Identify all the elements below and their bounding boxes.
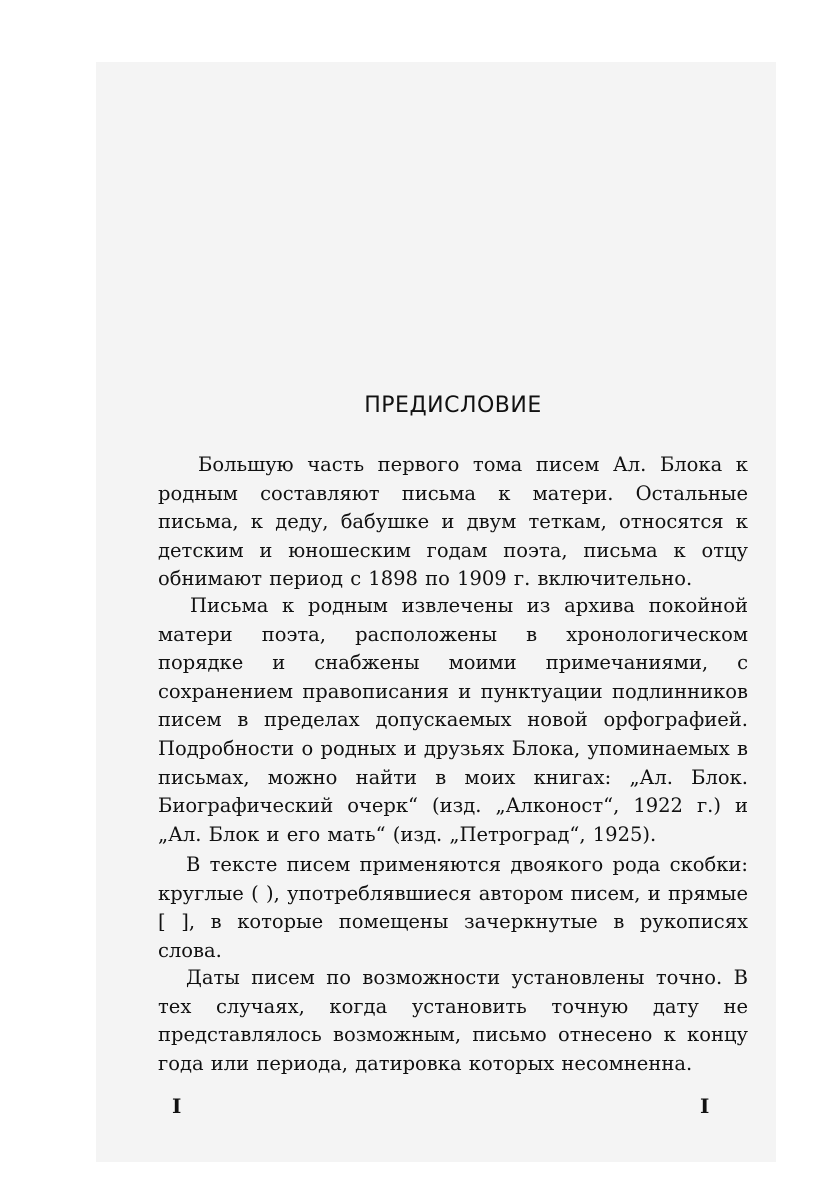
folio-signature-left: I [172,1094,182,1118]
paragraph-4: Даты писем по возможности установлены точно. В тех случаях, когда установить точную дату не представлялось возможным, письмо отнесено к концу года или периода, датировка которых несомненна. [158,966,748,1075]
paragraph-1: Большую часть первого тома писем Ал. Блока к родным составляют письма к матери. Остальные письма, к деду, бабушке и двум теткам, относятся к детским и юношеским годам поэта, письма к отцу обнимают период с 1898 по 1909 г. включительно. [158,453,748,591]
paragraph-3: В тексте писем применяются двоякого рода скобки: круглые ( ), употреблявшиеся автором писем, и прямые [ ], в которые помещены зачеркнутые в рукописях слова. [158,853,748,962]
folio-signature-right: I [700,1094,710,1118]
paragraph-2: Письма к родным извлечены из архива покойной матери поэта, расположены в хронологическом порядке и снабжены моими примечаниями, с сохранением правописания и пунктуации подлинников писем в пределах допускаемых новой орфографией. Подробности о родных и друзьях Блока, упоминаемых в письмах, можно найти в моих книгах: „Ал. Блок. Биографический очерк“ (изд. „Алконост“, 1922 г.) и „Ал. Блок и его мать“ (изд. „Петроград“, 1925). [158,594,748,846]
page-title: ПРЕДИСЛОВИЕ [364,393,542,418]
